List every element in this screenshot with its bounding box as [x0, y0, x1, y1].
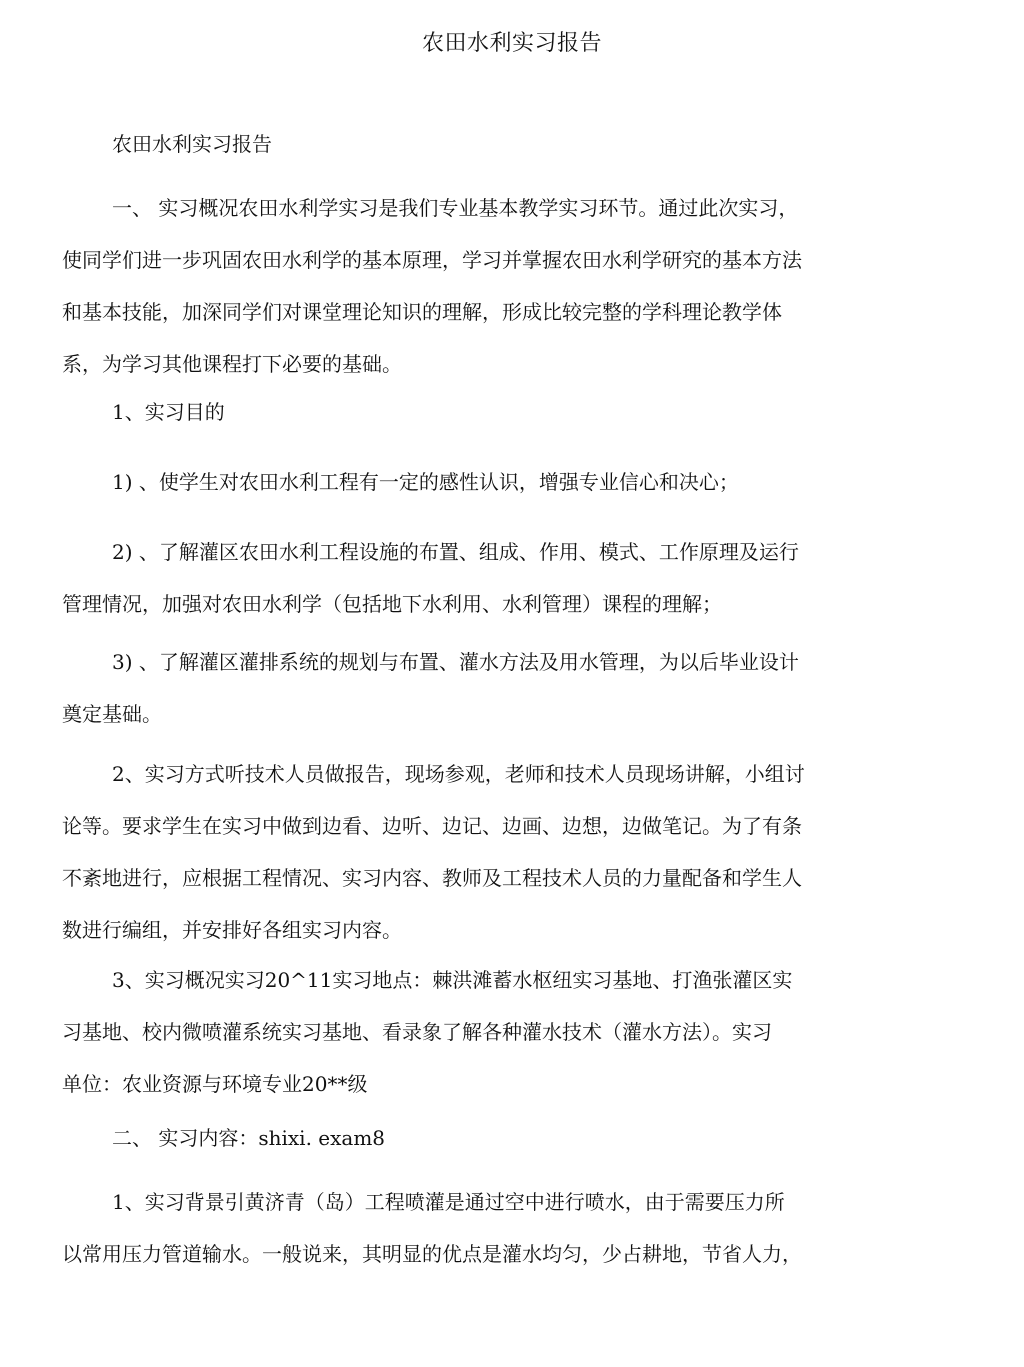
text-line: 论等。要求学生在实习中做到边看、边听、边记、边画、边想，边做笔记。为了有条 — [62, 814, 802, 838]
text-line: 系，为学习其他课程打下必要的基础。 — [62, 352, 402, 376]
background-paragraph — [62, 1176, 922, 1280]
text-line: 单位：农业资源与环境专业20**级 — [62, 1072, 368, 1096]
text-line: 习基地、校内微喷灌系统实习基地、看录象了解各种灌水技术（灌水方法）。实习 — [62, 1020, 772, 1044]
text-line: 一、 实习概况农田水利学实习是我们专业基本教学实习环节。通过此次实习， — [112, 196, 799, 220]
subheading-paragraph — [62, 118, 922, 170]
text-line: 1、实习目的 — [112, 400, 225, 424]
text-line: 1) 、使学生对农田水利工程有一定的感性认识，增强专业信心和决心； — [112, 470, 739, 494]
text-line: 使同学们进一步巩固农田水利学的基本原理，学习并掌握农田水利学研究的基本方法 — [62, 248, 802, 272]
content-heading — [62, 1112, 922, 1164]
purpose-heading — [62, 386, 922, 438]
overview-location-paragraph — [62, 954, 922, 1110]
text-line: 2、实习方式听技术人员做报告，现场参观，老师和技术人员现场讲解，小组讨 — [112, 762, 805, 786]
purpose-item-1 — [62, 456, 922, 508]
method-paragraph — [62, 748, 922, 956]
text-line: 3、实习概况实习20^11实习地点：棘洪滩蓄水枢纽实习基地、打渔张灌区实 — [112, 968, 793, 992]
purpose-item-3 — [62, 636, 922, 740]
text-line: 以常用压力管道输水。一般说来，其明显的优点是灌水均匀，少占耕地，节省人力， — [62, 1242, 802, 1266]
text-line: 数进行编组，并安排好各组实习内容。 — [62, 918, 402, 942]
overview-paragraph — [62, 182, 922, 390]
text-line: 1、实习背景引黄济青（岛）工程喷灌是通过空中进行喷水，由于需要压力所 — [112, 1190, 785, 1214]
text-line: 和基本技能，加深同学们对课堂理论知识的理解，形成比较完整的学科理论教学体 — [62, 300, 782, 324]
purpose-item-2 — [62, 526, 922, 630]
text-line: 不紊地进行，应根据工程情况、实习内容、教师及工程技术人员的力量配备和学生人 — [62, 866, 802, 890]
document-title: 农田水利实习报告 — [421, 31, 602, 56]
text-line: 二、 实习内容：shixi. exam8 — [112, 1126, 386, 1150]
text-line: 管理情况，加强对农田水利学（包括地下水利用、水利管理）课程的理解； — [62, 592, 722, 616]
text-line: 3) 、了解灌区灌排系统的规划与布置、灌水方法及用水管理，为以后毕业设计 — [112, 650, 799, 674]
text-line: 农田水利实习报告 — [112, 132, 272, 156]
text-line: 2) 、了解灌区农田水利工程设施的布置、组成、作用、模式、工作原理及运行 — [112, 540, 799, 564]
text-line: 奠定基础。 — [62, 702, 162, 726]
